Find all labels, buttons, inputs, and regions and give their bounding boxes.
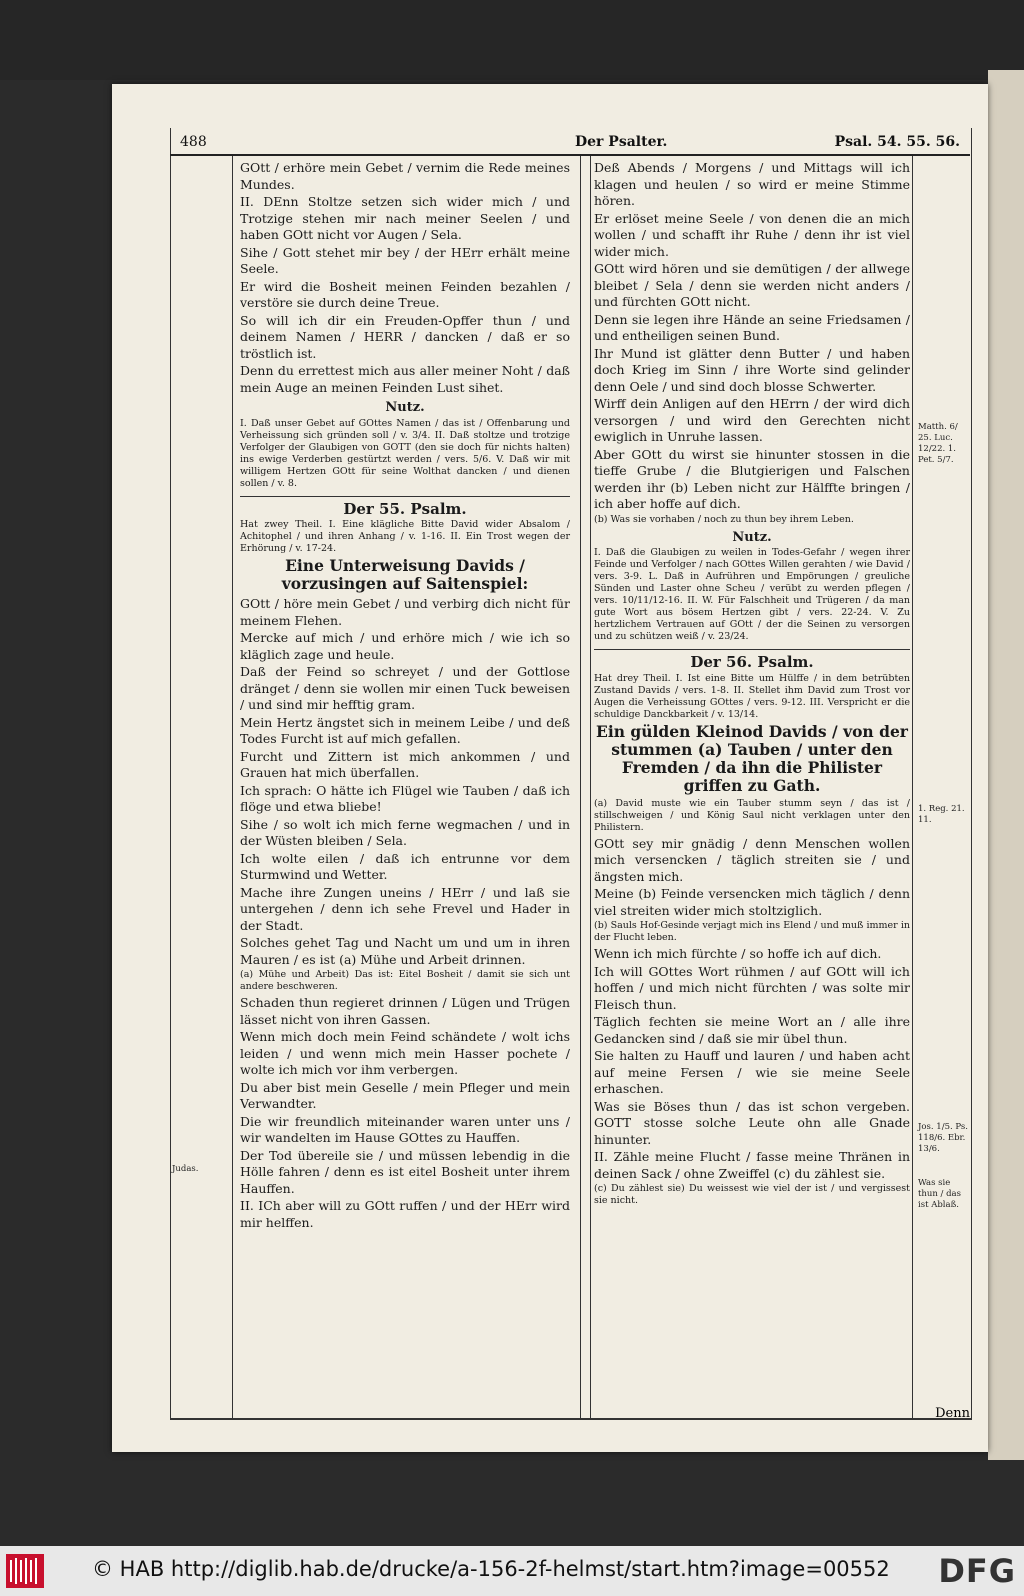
verse: GOtt sey mir gnädig / denn Menschen wollen mich versencken / täglich streiten sie / und ängsten mich. [594, 835, 910, 884]
footnote: (c) Du zählest sie) Du weissest wie viel der ist / und vergissest sie nicht. [594, 1183, 910, 1206]
verse: So will ich dir ein Freuden-Opffer thun / und deinem Namen / HERR / dancken / daß er so tröstlich ist. [240, 312, 570, 361]
verse: Er erlöset meine Seele / von denen die an mich wollen / und schafft ihr Ruhe / denn ihr ist viel wider mich. [594, 210, 910, 259]
psalm-56-summary: Hat drey Theil. I. Ist eine Bitte um Hülffe / in dem betrübten Zustand Davids / vers. 1-8. II. Stellet ihm David zum Trost vor Augen die Verheissung GOttes / vers. 9-12. III. Verspricht er die schuldige Danckbarkeit / v. 13/14. [594, 672, 910, 720]
verse: Wenn mich doch mein Feind schändete / wolt ichs leiden / und wenn mich mein Hasser pochete / wolte ich mich vor ihm verbergen. [240, 1029, 570, 1077]
verse: II. Zähle meine Flucht / fasse meine Thränen in deinen Sack / ohne Zweiffel (c) du zählest sie. [594, 1149, 910, 1181]
column-divider-left [580, 156, 581, 1418]
right-column [594, 160, 910, 1209]
verse: Ihr Mund ist glätter denn Butter / und haben doch Krieg im Sinn / ihre Worte sind gelinder denn Oele / und sind doch blosse Schwerter. [594, 345, 910, 394]
psalm-55-heading: Eine Unterweisung Davids / vorzusingen auf Saitenspiel: [281, 556, 529, 593]
margin-note-jos: Jos. 1/5. Ps. 118/6. Ebr. 13/6. [918, 1122, 968, 1154]
verse: Sihe / so wolt ich mich ferne wegmachen / und in der Wüsten bleiben / Sela. [240, 816, 570, 848]
verse: Ich will GOttes Wort rühmen / auf GOtt will ich hoffen / und mich nicht fürchten / was solte mir Fleisch thun. [594, 963, 910, 1012]
page-header [170, 134, 970, 154]
margin-note-matth: Matth. 6/ 25. Luc. 12/22. 1. Pet. 5/7. [918, 422, 958, 465]
verse: Ich sprach: O hätte ich Flügel wie Tauben / daß ich flöge und etwa bliebe! [240, 782, 570, 814]
left-margin-rule [232, 156, 233, 1418]
verse: Du aber bist mein Geselle / mein Pfleger und mein Verwandter. [240, 1079, 570, 1111]
running-title: Der Psalter. [575, 134, 668, 150]
footnote: (a) Mühe und Arbeit) Das ist: Eitel Bosheit / damit sie sich unt andere beschweren. [240, 969, 570, 992]
verse: Täglich fechten sie meine Wort an / alle ihre Gedancken sind / daß sie mir übel thun. [594, 1014, 910, 1046]
verse: Der Tod übereile sie / und müssen lebendig in die Hölle fahren / denn es ist eitel Bosheit unter ihrem Hauffen. [240, 1147, 570, 1196]
source-url[interactable]: © HAB http://diglib.hab.de/drucke/a-156-2f-helmst/start.htm?image=00552 [92, 1557, 890, 1581]
verse: Daß der Feind so schreyet / und der Gottlose dränget / denn sie wollen mir einen Tuck beweisen / und sind mir hefftig gram. [240, 664, 570, 712]
verse: Deß Abends / Morgens / und Mittags will ich klagen und heulen / so wird er meine Stimme hören. [594, 160, 910, 208]
nutz-heading: Nutz. [732, 529, 772, 545]
psalm-55-summary: Hat zwey Theil. I. Eine klägliche Bitte David wider Absalom / Achitophel / und ihren Anhang / v. 1-16. II. Ein Trost wegen der Erhörung / v. 17-24. [240, 519, 570, 554]
nutz-text: I. Daß unser Gebet auf GOttes Namen / das ist / Offenbarung und Verheissung sich gründen soll / v. 3/4. II. Daß stoltze und trotzige Verfolger der Glaubigen von GOTT (den sie doch für nichts halten) ins ewige Verderben gestürtzt werden / vers. 5/6. V. Daß wir mit willigem Hertzen GOtt für seine Wolthat dancken / und dienen sollen / v. 8. [240, 417, 570, 489]
verse: Denn du errettest mich aus aller meiner Noht / daß mein Auge an meinen Feinden Lust sihet. [240, 363, 570, 395]
verse: Meine (b) Feinde versencken mich täglich / denn viel streiten wider mich stoltziglich. [594, 886, 910, 918]
verse: Aber GOtt du wirst sie hinunter stossen in die tieffe Grube / die Blutgierigen und Falschen werden ihr (b) Leben nicht zur Hälffte bringen / ich aber hoffe auf dich. [594, 446, 910, 511]
verse: Ich wolte eilen / daß ich entrunne vor dem Sturmwind und Wetter. [240, 850, 570, 882]
verse: Mache ihre Zungen uneins / HErr / und laß sie untergehen / denn ich sehe Frevel und Hader in der Stadt. [240, 884, 570, 933]
header-rule [170, 154, 970, 156]
book-page [112, 84, 988, 1452]
footnote: (a) David muste wie ein Tauber stumm seyn / das ist / stillschweigen / und König Saul nicht verklagen unter den Philistern. [594, 797, 910, 833]
verse: Mercke auf mich / und erhöre mich / wie ich so kläglich zage und heule. [240, 630, 570, 662]
psalm-56-heading: Ein gülden Kleinod Davids / von der stummen (a) Tauben / unter den Fremden / da ihn die Philister griffen zu Gath. [596, 721, 908, 795]
footnote: (b) Was sie vorhaben / noch zu thun bey ihrem Leben. [594, 513, 854, 525]
psalm-56-title: Der 56. Psalm. [594, 649, 910, 671]
margin-note-ablass: Was sie thun / das ist Ablaß. [918, 1178, 961, 1210]
nutz-text: I. Daß die Glaubigen zu weilen in Todes-Gefahr / wegen ihrer Feinde und Verfolger / nach GOttes Willen gerahten / wie David / vers. 3-9. L. Daß in Aufrühren und Empörungen / greuliche Sünden und Laster ohne Scheu / verübt zu werden pflegen / vers. 10/11/12-16. II. W. Für Falschheit und Trügeren / da man gute Wort aus bösem Hertzen gibt / vers. 22-24. V. Zu hertzlichem Vertrauen auf GOtt / der die Seinen zu versorgen und zu schützen weiß / v. 23/24. [594, 547, 910, 642]
hab-logo-icon [6, 1554, 44, 1588]
verse: GOtt wird hören und sie demütigen / der allwege bleibet / Sela / denn sie werden nicht anders / und fürchten GOtt nicht. [594, 261, 910, 309]
verse: Mein Hertz ängstet sich in meinem Leibe / und deß Todes Furcht ist auf mich gefallen. [240, 714, 570, 746]
verse: Wenn ich mich fürchte / so hoffe ich auf dich. [594, 946, 882, 961]
dfg-logo: DFG [938, 1552, 1016, 1590]
verse: GOtt / erhöre mein Gebet / vernim die Rede meines Mundes. [240, 160, 570, 192]
verse: Sie halten zu Hauff und lauren / und haben acht auf meine Fersen / wie sie meine Seele erhaschen. [594, 1048, 910, 1096]
verse: Er wird die Bosheit meinen Feinden bezahlen / verstöre sie durch deine Treue. [240, 278, 570, 310]
nutz-heading: Nutz. [385, 400, 425, 415]
verse: Furcht und Zittern ist mich ankommen / und Grauen hat mich überfallen. [240, 748, 570, 780]
verse: Denn sie legen ihre Hände an seine Friedsamen / und entheiligen seinen Bund. [594, 311, 910, 343]
verse: II. ICh aber will zu GOtt ruffen / und der HErr wird mir helffen. [240, 1198, 570, 1230]
adjacent-page-edge [988, 70, 1024, 1460]
verse: II. DEnn Stoltze setzen sich wider mich / und Trotzige stehen mir nach meiner Seelen / und haben GOtt nicht vor Augen / Sela. [240, 194, 570, 242]
verse: Schaden thun regieret drinnen / Lügen und Trügen lässet nicht von ihren Gassen. [240, 995, 570, 1027]
margin-note-reg: 1. Reg. 21. 11. [918, 804, 965, 825]
verse: Sihe / Gott stehet mir bey / der HErr erhält meine Seele. [240, 244, 570, 276]
page-number: 488 [180, 134, 207, 150]
catchword: Denn [935, 1406, 970, 1421]
margin-note-judas: Judas. [172, 1164, 199, 1174]
scanner-background [0, 0, 1024, 80]
footnote: (b) Sauls Hof-Gesinde verjagt mich ins Elend / und muß immer in der Flucht leben. [594, 920, 910, 943]
footer-bar [0, 1546, 1024, 1596]
psalm-55-title: Der 55. Psalm. [240, 496, 570, 518]
verse: Wirff dein Anligen auf den HErrn / der wird dich versorgen / und wird den Gerechten nicht ewiglich in Unruhe lassen. [594, 396, 910, 444]
verse: GOtt / höre mein Gebet / und verbirg dich nicht für meinem Flehen. [240, 596, 570, 628]
verse: Solches gehet Tag und Nacht um und um in ihren Mauren / es ist (a) Mühe und Arbeit drinnen. [240, 935, 570, 967]
verse: Was sie Böses thun / das ist schon vergeben. GOTT stosse solche Leute ohn alle Gnade hinunter. [594, 1098, 910, 1147]
psalm-range: Psal. 54. 55. 56. [834, 134, 960, 150]
left-column [240, 160, 570, 1232]
right-margin-rule [912, 156, 913, 1418]
column-divider-right [590, 156, 591, 1418]
verse: Die wir freundlich miteinander waren unter uns / wir wandelten im Hause GOttes zu Hauffen. [240, 1113, 570, 1145]
